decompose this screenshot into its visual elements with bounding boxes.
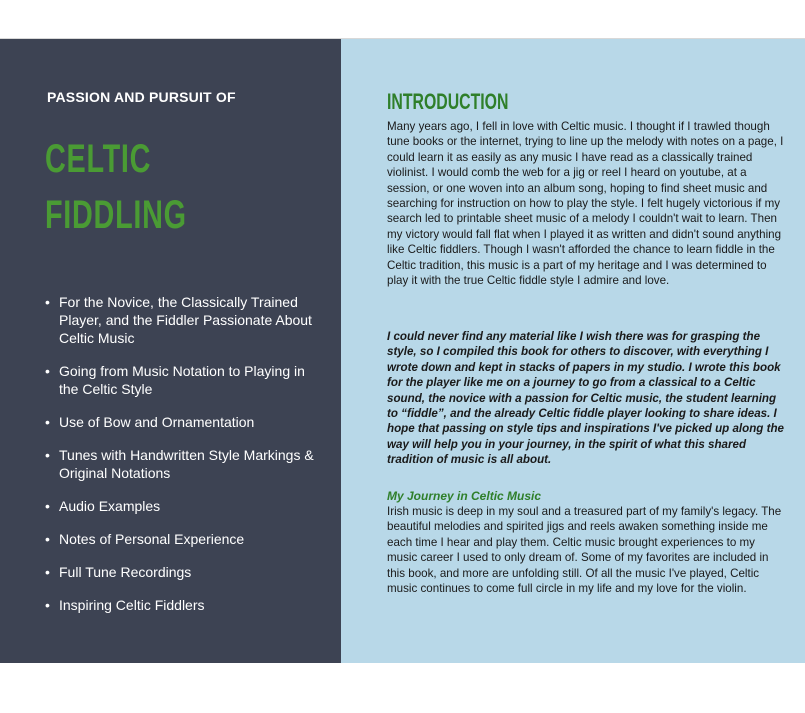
feature-item: • For the Novice, the Classically Trained Player, and the Fiddler Passionate About Celtic Music bbox=[45, 293, 325, 347]
intro-paragraph: Many years ago, I fell in love with Celtic music. I thought if I trawled though tune books or the internet, trying to line up the melody with notes on a page, I could learn it as easily as any music I have read as a classically trained violinist. I would comb the web for a jig or reel I heard on youtube, at a session, or one woven into an album song, hoping to find sheet music and searching for instruction on how to play the style. I felt hugely victorious if my search led to printable sheet music of a melody I couldn't wait to learn. Then my victory would fall flat when I played it as written and didn't sound anything like Celtic fiddlers. Though I wasn't afforded the chance to learn fiddle in the Celtic tradition, this music is a part of my heritage and I was determined to play it with the true Celtic fiddle style I admire and love. bbox=[387, 120, 784, 288]
left-page bbox=[0, 39, 341, 663]
book-title-line-2: FIDDLING bbox=[45, 193, 187, 237]
intro-emphasis-paragraph: I could never find any material like I wish there was for grasping the style, so I compiled this book for others to discover, with everything I wrote down and kept in stacks of papers in my studio. I wrote this book for the player like me on a journey to go from a classical to a Celtic sound, the novice with a passion for Celtic music, the student learning to “fiddle”, and the already Celtic fiddle player looking to share ideas. I hope that passing on style tips and inspirations I've picked up along the way will help you in your journey, in the spirit of what this shared tradition of music is all about. bbox=[387, 330, 785, 467]
feature-item: • Tunes with Handwritten Style Markings & Original Notations bbox=[45, 446, 325, 482]
feature-item: • Full Tune Recordings bbox=[45, 563, 325, 581]
journey-paragraph: Irish music is deep in my soul and a treasured part of my family's legacy. The beautiful melodies and spirited jigs and reels awaken something inside me each time I hear and play them. Celtic music brought experiences to my music career I used to only dream of. Some of my favorites are included in this book, and more are unfolding still. Of all the music I've played, Celtic music continues to come full circle in my life and my love for the violin. bbox=[387, 505, 782, 596]
feature-item: • Inspiring Celtic Fiddlers bbox=[45, 596, 325, 614]
feature-item: • Use of Bow and Ornamentation bbox=[45, 413, 325, 431]
introduction-heading: INTRODUCTION bbox=[387, 89, 509, 114]
feature-item: • Notes of Personal Experience bbox=[45, 530, 325, 548]
journey-subheading: My Journey in Celtic Music bbox=[387, 489, 542, 503]
feature-item: • Going from Music Notation to Playing in the Celtic Style bbox=[45, 362, 325, 398]
book-spread bbox=[0, 38, 805, 663]
feature-item: • Audio Examples bbox=[45, 497, 325, 515]
book-title bbox=[45, 131, 187, 243]
right-page bbox=[341, 39, 805, 663]
page-kicker: PASSION AND PURSUIT OF bbox=[47, 89, 236, 105]
feature-list bbox=[45, 293, 325, 629]
book-title-line-1: CELTIC bbox=[45, 137, 152, 181]
